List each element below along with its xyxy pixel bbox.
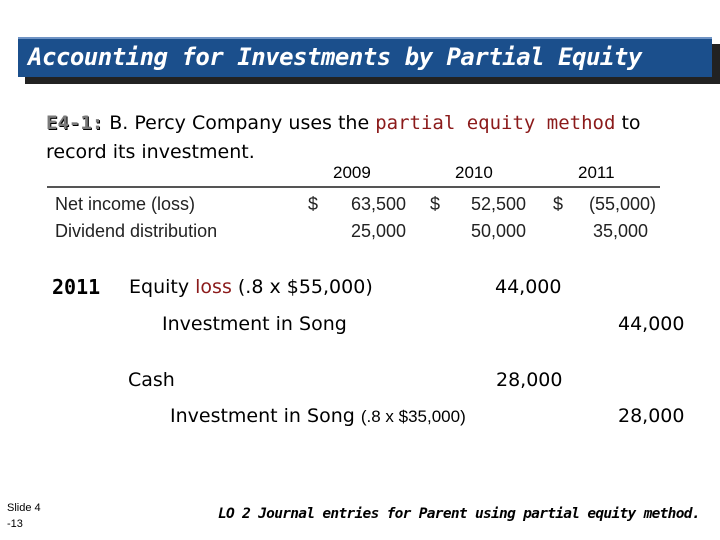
slide-title: Accounting for Investments by Partial Equity <box>28 43 642 71</box>
calc-note: (.8 x $35,000) <box>360 407 466 426</box>
table-cell: 50,000 <box>470 221 526 241</box>
intro-line2: record its investment. <box>46 141 255 163</box>
debit-amount: 28,000 <box>496 369 563 391</box>
learning-objective: LO 2 Journal entries for Parent using partial equity method. <box>218 506 700 522</box>
row-label: Dividend distribution <box>55 221 218 241</box>
table-cell: (55,000) <box>588 194 656 214</box>
debit-account-prefix: Equity <box>129 276 190 298</box>
debit-account <box>129 276 373 298</box>
intro-text-after: to <box>621 112 641 134</box>
dollar-sign: $ <box>308 194 319 214</box>
intro-text: Percy Company uses the <box>134 112 370 134</box>
part-label: B. <box>109 112 129 134</box>
entry-year: 2011 <box>52 275 101 299</box>
loss-term: loss <box>195 276 232 298</box>
table-cell: 35,000 <box>592 221 648 241</box>
table-cell: 25,000 <box>350 221 406 241</box>
year-header: 2011 <box>578 163 615 182</box>
method-term: partial equity method <box>375 112 616 134</box>
credit-account <box>170 405 466 427</box>
row-label: Net income (loss) <box>55 194 196 214</box>
intro-paragraph <box>46 109 706 167</box>
header-rule <box>47 186 660 188</box>
calc-note: (.8 x $55,000) <box>237 276 373 298</box>
title-bar <box>18 37 712 77</box>
exercise-label: E4-1: <box>46 112 104 134</box>
dollar-sign: $ <box>430 194 441 214</box>
slide-number <box>7 500 41 532</box>
dollar-sign: $ <box>553 194 564 214</box>
credit-account-name: Investment in Song <box>170 405 355 427</box>
debit-amount: 44,000 <box>495 276 562 298</box>
table-cell: 52,500 <box>470 194 526 214</box>
credit-amount: 44,000 <box>618 313 685 335</box>
credit-account: Investment in Song <box>162 313 347 335</box>
year-header: 2009 <box>333 163 371 182</box>
slide-number-line1: Slide 4 <box>7 502 41 514</box>
credit-amount: 28,000 <box>618 405 685 427</box>
table-cell: 63,500 <box>350 194 406 214</box>
debit-account: Cash <box>128 369 175 391</box>
year-header: 2010 <box>455 163 493 182</box>
slide-number-line2: -13 <box>7 518 23 530</box>
